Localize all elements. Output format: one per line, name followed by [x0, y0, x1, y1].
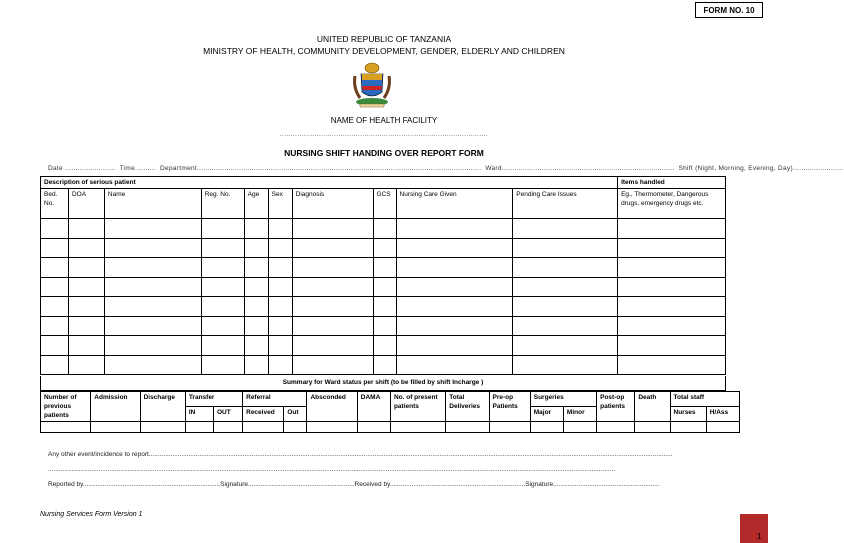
form-version-footer: Nursing Services Form Version 1: [40, 511, 143, 518]
sum-previous-patients: Number of previous patients: [41, 392, 91, 422]
patient-cell[interactable]: [68, 219, 104, 239]
patient-cell[interactable]: [292, 219, 373, 239]
patient-cell[interactable]: [618, 297, 726, 317]
patient-cell[interactable]: [244, 316, 268, 336]
sum-staff-has: H/Ass: [706, 407, 739, 422]
patient-cell[interactable]: [618, 355, 726, 375]
patient-cell[interactable]: [513, 336, 618, 356]
patient-row: [41, 277, 726, 297]
patient-cell[interactable]: [396, 316, 513, 336]
patient-cell[interactable]: [373, 297, 396, 317]
col-bed-no: Bed. No.: [41, 189, 69, 219]
patient-row: [41, 297, 726, 317]
col-sex: Sex: [268, 189, 292, 219]
patient-cell[interactable]: [513, 316, 618, 336]
patient-cell[interactable]: [513, 238, 618, 258]
sum-present-patients: No. of present patients: [390, 392, 445, 422]
patient-cell[interactable]: [396, 219, 513, 239]
patient-cell[interactable]: [373, 277, 396, 297]
patient-cell[interactable]: [396, 355, 513, 375]
sum-dama: DAMA: [357, 392, 390, 422]
patient-cell[interactable]: [104, 355, 201, 375]
patient-cell[interactable]: [396, 277, 513, 297]
summary-entry-cell[interactable]: [489, 422, 530, 433]
col-age: Age: [244, 189, 268, 219]
patient-cell[interactable]: [41, 258, 69, 278]
sum-referral: Referral: [243, 392, 307, 407]
patient-cell[interactable]: [268, 336, 292, 356]
other-events-continued[interactable]: ..........................................................................................................................................................................................................................................................................................................................: [48, 466, 616, 473]
col-gcs: GCS: [373, 189, 396, 219]
patient-cell[interactable]: [292, 238, 373, 258]
patient-cell[interactable]: [68, 277, 104, 297]
patient-cell[interactable]: [68, 355, 104, 375]
summary-entry-cell[interactable]: [670, 422, 706, 433]
patient-cell[interactable]: [373, 355, 396, 375]
patient-cell[interactable]: [268, 258, 292, 278]
patient-cell[interactable]: [201, 336, 244, 356]
patient-cell[interactable]: [201, 258, 244, 278]
patient-cell[interactable]: [201, 316, 244, 336]
summary-entry-cell[interactable]: [390, 422, 445, 433]
col-nursing-care: Nursing Care Given: [396, 189, 513, 219]
patient-cell[interactable]: [201, 297, 244, 317]
time-field[interactable]: Time..........: [119, 165, 157, 172]
sum-total-deliveries: Total Deliveries: [446, 392, 489, 422]
signature-line[interactable]: Reported by............................................................................Signature...........................................................Received by...........................................................................Signature...........................................................: [48, 481, 660, 488]
summary-entry-cell[interactable]: [446, 422, 489, 433]
other-events-field[interactable]: Any other event/incidence to report..................................................................................................................................................................................................................................................................................................: [48, 451, 673, 458]
patient-cell[interactable]: [513, 219, 618, 239]
patient-cell[interactable]: [201, 355, 244, 375]
summary-entry-cell[interactable]: [41, 422, 91, 433]
patient-cell[interactable]: [41, 336, 69, 356]
summary-entry-cell[interactable]: [706, 422, 739, 433]
patient-cell[interactable]: [68, 297, 104, 317]
summary-label: Summary for Ward status per shift (to be filled by shift Incharge ): [40, 376, 726, 391]
summary-entry-cell[interactable]: [357, 422, 390, 433]
sum-discharge: Discharge: [140, 392, 185, 422]
sum-referral-received: Received: [243, 407, 284, 422]
patient-cell[interactable]: [268, 316, 292, 336]
ministry-heading: MINISTRY OF HEALTH, COMMUNITY DEVELOPMENT, GENDER, ELDERLY AND CHILDREN: [203, 46, 565, 56]
patient-cell[interactable]: [201, 238, 244, 258]
summary-entry-cell[interactable]: [635, 422, 670, 433]
date-line: [48, 165, 844, 172]
patient-cell[interactable]: [618, 277, 726, 297]
sum-transfer-out: OUT: [213, 407, 242, 422]
sum-death: Death: [635, 392, 670, 422]
patient-cell[interactable]: [292, 316, 373, 336]
patient-cell[interactable]: [618, 238, 726, 258]
patient-cell[interactable]: [104, 336, 201, 356]
patient-cell[interactable]: [373, 238, 396, 258]
col-name: Name: [104, 189, 201, 219]
patient-cell[interactable]: [268, 297, 292, 317]
patient-cell[interactable]: [373, 316, 396, 336]
sum-transfer-in: IN: [185, 407, 213, 422]
patient-cell[interactable]: [41, 238, 69, 258]
ward-summary-table: [40, 391, 740, 433]
sum-surgeries: Surgeries: [530, 392, 596, 407]
summary-entry-cell[interactable]: [91, 422, 140, 433]
summary-entry-cell[interactable]: [185, 422, 213, 433]
patient-row: [41, 316, 726, 336]
patient-cell[interactable]: [513, 355, 618, 375]
summary-entry-row: [41, 422, 740, 433]
patient-cell[interactable]: [396, 238, 513, 258]
date-field[interactable]: Date ........................: [48, 165, 116, 172]
patient-cell[interactable]: [268, 277, 292, 297]
col-reg-no: Reg. No.: [201, 189, 244, 219]
form-title: NURSING SHIFT HANDING OVER REPORT FORM: [284, 148, 484, 158]
patient-cell[interactable]: [292, 355, 373, 375]
patient-cell[interactable]: [373, 336, 396, 356]
sum-absconded: Absconded: [307, 392, 357, 422]
patients-table: [40, 176, 726, 375]
patient-cell[interactable]: [244, 277, 268, 297]
patient-cell[interactable]: [373, 258, 396, 278]
col-diagnosis: Diagnosis: [292, 189, 373, 219]
patient-cell[interactable]: [244, 238, 268, 258]
patient-cell[interactable]: [396, 297, 513, 317]
patient-cell[interactable]: [618, 336, 726, 356]
summary-entry-cell[interactable]: [307, 422, 357, 433]
patient-cell[interactable]: [292, 297, 373, 317]
patient-cell[interactable]: [373, 219, 396, 239]
sum-referral-out: Out: [284, 407, 307, 422]
items-note: Eg., Thermometer, Dangerous drugs, emergency drugs etc.: [618, 189, 726, 219]
patient-cell[interactable]: [292, 336, 373, 356]
patient-cell[interactable]: [618, 258, 726, 278]
sum-preop: Pre-op Patients: [489, 392, 530, 422]
summary-entry-cell[interactable]: [530, 422, 563, 433]
patient-cell[interactable]: [104, 316, 201, 336]
health-facility-label: NAME OF HEALTH FACILITY: [330, 116, 438, 125]
patient-row: [41, 219, 726, 239]
sum-admission: Admission: [91, 392, 140, 422]
patient-cell[interactable]: [268, 355, 292, 375]
patient-cell[interactable]: [104, 219, 201, 239]
patient-row: [41, 355, 726, 375]
patient-cell[interactable]: [513, 297, 618, 317]
patient-cell[interactable]: [618, 219, 726, 239]
patient-cell[interactable]: [68, 258, 104, 278]
patient-cell[interactable]: [104, 238, 201, 258]
patient-cell[interactable]: [396, 258, 513, 278]
sum-transfer: Transfer: [185, 392, 242, 407]
col-doa: DOA: [68, 189, 104, 219]
patient-cell[interactable]: [41, 316, 69, 336]
sum-staff-nurses: Nurses: [670, 407, 706, 422]
patient-cell[interactable]: [68, 316, 104, 336]
patient-cell[interactable]: [513, 258, 618, 278]
patient-cell[interactable]: [292, 258, 373, 278]
patient-cell[interactable]: [104, 258, 201, 278]
patient-cell[interactable]: [244, 219, 268, 239]
department-field[interactable]: Department.......................................................................................................................................: [160, 165, 482, 172]
page-number: 1: [757, 532, 762, 541]
patient-cell[interactable]: [244, 297, 268, 317]
patient-cell[interactable]: [268, 219, 292, 239]
patient-cell[interactable]: [41, 277, 69, 297]
patient-row: [41, 336, 726, 356]
facility-name-field[interactable]: ................................................................................................: [279, 132, 489, 138]
patient-cell[interactable]: [41, 355, 69, 375]
patient-cell[interactable]: [68, 336, 104, 356]
summary-entry-cell[interactable]: [284, 422, 307, 433]
coat-of-arms-emblem: [352, 60, 392, 108]
patient-cell[interactable]: [244, 355, 268, 375]
patient-cell[interactable]: [68, 238, 104, 258]
summary-entry-cell[interactable]: [563, 422, 596, 433]
patient-cell[interactable]: [513, 277, 618, 297]
patient-cell[interactable]: [201, 219, 244, 239]
patient-cell[interactable]: [268, 238, 292, 258]
sum-postop: Post-op patients: [597, 392, 635, 422]
sum-total-staff: Total staff: [670, 392, 740, 407]
col-pending-care: Pending Care Issues: [513, 189, 618, 219]
ward-field[interactable]: Ward..................................................................................: [485, 165, 675, 172]
patient-cell[interactable]: [41, 219, 69, 239]
patient-cell[interactable]: [396, 336, 513, 356]
patient-rows: [41, 219, 726, 375]
patient-cell[interactable]: [104, 297, 201, 317]
country-heading: UNITED REPUBLIC OF TANZANIA: [316, 34, 452, 44]
items-handled-header: Items handled: [618, 177, 726, 189]
patient-cell[interactable]: [618, 316, 726, 336]
patient-cell[interactable]: [41, 297, 69, 317]
form-number: FORM NO. 10: [695, 2, 763, 18]
sum-surgery-major: Major: [530, 407, 563, 422]
shift-field[interactable]: Shift (Night, Morning, Evening, Day)........................: [678, 165, 844, 172]
summary-entry-cell[interactable]: [140, 422, 185, 433]
patient-cell[interactable]: [104, 277, 201, 297]
patient-cell[interactable]: [244, 258, 268, 278]
page-number-box: [740, 514, 768, 543]
summary-entry-cell[interactable]: [597, 422, 635, 433]
patient-row: [41, 238, 726, 258]
description-header: Description of serious patient: [41, 177, 618, 189]
summary-entry-cell[interactable]: [243, 422, 284, 433]
patient-cell[interactable]: [292, 277, 373, 297]
sum-surgery-minor: Minor: [563, 407, 596, 422]
patient-row: [41, 258, 726, 278]
summary-entry-cell[interactable]: [213, 422, 242, 433]
patient-cell[interactable]: [244, 336, 268, 356]
patient-cell[interactable]: [201, 277, 244, 297]
